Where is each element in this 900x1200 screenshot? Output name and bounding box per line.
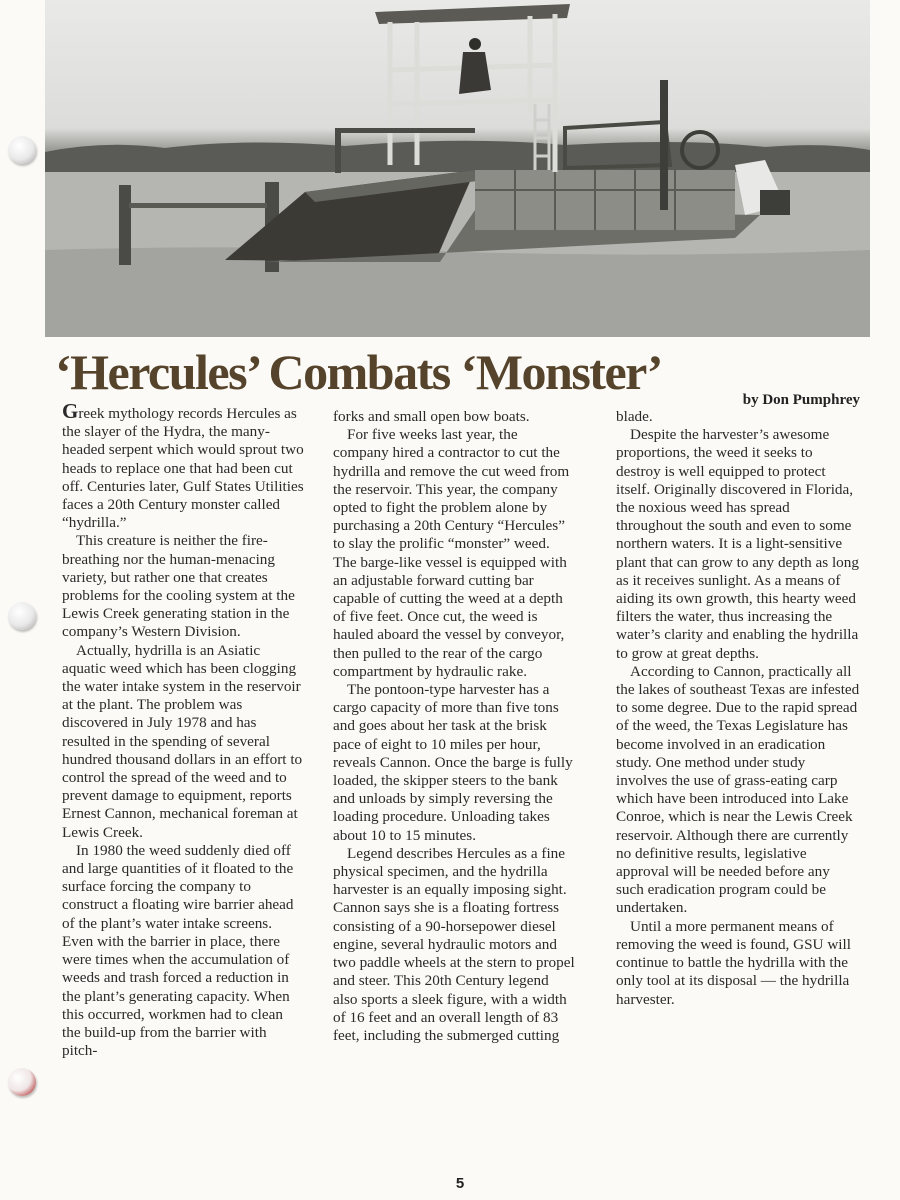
paragraph: This creature is neither the fire-breathing nor the human-menacing variety, but rather one that creates problems for the cooling system at the Lewis Creek generating station in the company’s Western Division. [62, 532, 295, 641]
paragraph-continued: forks and small open bow boats. [333, 408, 530, 425]
article-column-3 [616, 408, 860, 1009]
paragraph-text: reek mythology records Hercules as the slayer of the Hydra, the many-headed serpent which would sprout two heads to replace one that had been cut off. Centuries later, Gulf States Utilities faces a 20th Century monster called “hydrilla.” [62, 405, 304, 532]
paragraph: The pontoon-type harvester has a cargo capacity of more than five tons and goes about her task at the brisk pace of eight to 10 miles per hour, reveals Cannon. Once the barge is fully loaded, the skipper steers to the bank and unloads by simply reversing the loading procedure. Unloading takes about 10 to 15 minutes. [333, 681, 573, 844]
article-headline: ‘Hercules’ Combats ‘Monster’ [55, 344, 662, 400]
paragraph: Legend describes Hercules as a fine physical specimen, and the hydrilla harvester is an equally imposing sight. Cannon says she is a floating fortress consisting of a 90-horsepower diesel engine, several hydraulic motors and two paddle wheels at the stern to propel and steer. This 20th Century legend also sports a sleek figure, with a width of 16 feet and an overall length of 83 feet, including the submerged cutting [333, 844, 575, 1044]
paragraph: Until a more permanent means of removing the weed is found, GSU will continue to battle the hydrilla with the only tool at its disposal — the hydrilla harvester. [616, 917, 851, 1008]
paragraph: According to Cannon, practically all the lakes of southeast Texas are infested to some degree. Due to the rapid spread of the weed, the Texas Legislature has become involved in an eradication study. One method under study involves the use of grass-eating carp which have been introduced into Lake Conroe, which is near the Lewis Creek reservoir. Although there are currently no definitive results, legislative approval will be needed before any such eradication program could be undertaken. [616, 662, 860, 917]
harvester-illustration [45, 0, 870, 337]
paragraph: In 1980 the weed suddenly died off and large quantities of it floated to the surface forcing the company to construct a floating wire barrier ahead of the plant’s water intake screens. Even with the barrier in place, there were times when the accumulation of weeds and trash forced a reduction in the plant’s generating capacity. When this occurred, workmen had to clean the build-up from the barrier with pitch- [62, 841, 294, 1060]
binder-hole-middle [8, 602, 36, 630]
binder-hole-top [8, 136, 36, 164]
paragraph-continued: blade. [616, 408, 653, 425]
paragraph: For five weeks last year, the company hired a contractor to cut the hydrilla and remove the cut weed from the reservoir. This year, the company opted to fight the problem alone by purchasing a 20th Century “Hercules” to slay the prolific “monster” weed. The barge-like vessel is equipped with an adjustable forward cutting bar capable of cutting the weed at a depth of five feet. Once cut, the weed is hauled aboard the vessel by conveyor, then pulled to the rear of the cargo compartment by hydraulic rake. [333, 426, 570, 680]
harvester-photo [45, 0, 870, 337]
paragraph: Despite the harvester’s awesome proportions, the weed it seeks to destroy is well equipped to protect itself. Originally discovered in Florida, the noxious weed has spread throughout the south and even to some northern waters. It is a light-sensitive plant that can grow to any depth as long as it receives sunlight. As a means of aiding its own growth, this hearty weed filters the water, thus increasing the water’s clarity and enabling the hydrilla to grow at great depths. [616, 426, 859, 662]
article-column-2 [333, 408, 575, 1045]
article-column-1 [62, 399, 304, 1060]
page-number: 5 [455, 1175, 465, 1192]
article-byline: by Don Pumphrey [742, 392, 860, 408]
drop-cap: G [62, 399, 79, 423]
binder-hole-bottom [8, 1068, 36, 1096]
paragraph: Actually, hydrilla is an Asiatic aquatic weed which has been clogging the water intake system in the reservoir at the plant. The problem was discovered in July 1978 and has resulted in the spending of several hundred thousand dollars in an effort to control the spread of the weed and to prevent damage to equipment, reports Ernest Cannon, mechanical foreman at Lewis Creek. [62, 641, 303, 841]
paragraph [62, 399, 304, 532]
